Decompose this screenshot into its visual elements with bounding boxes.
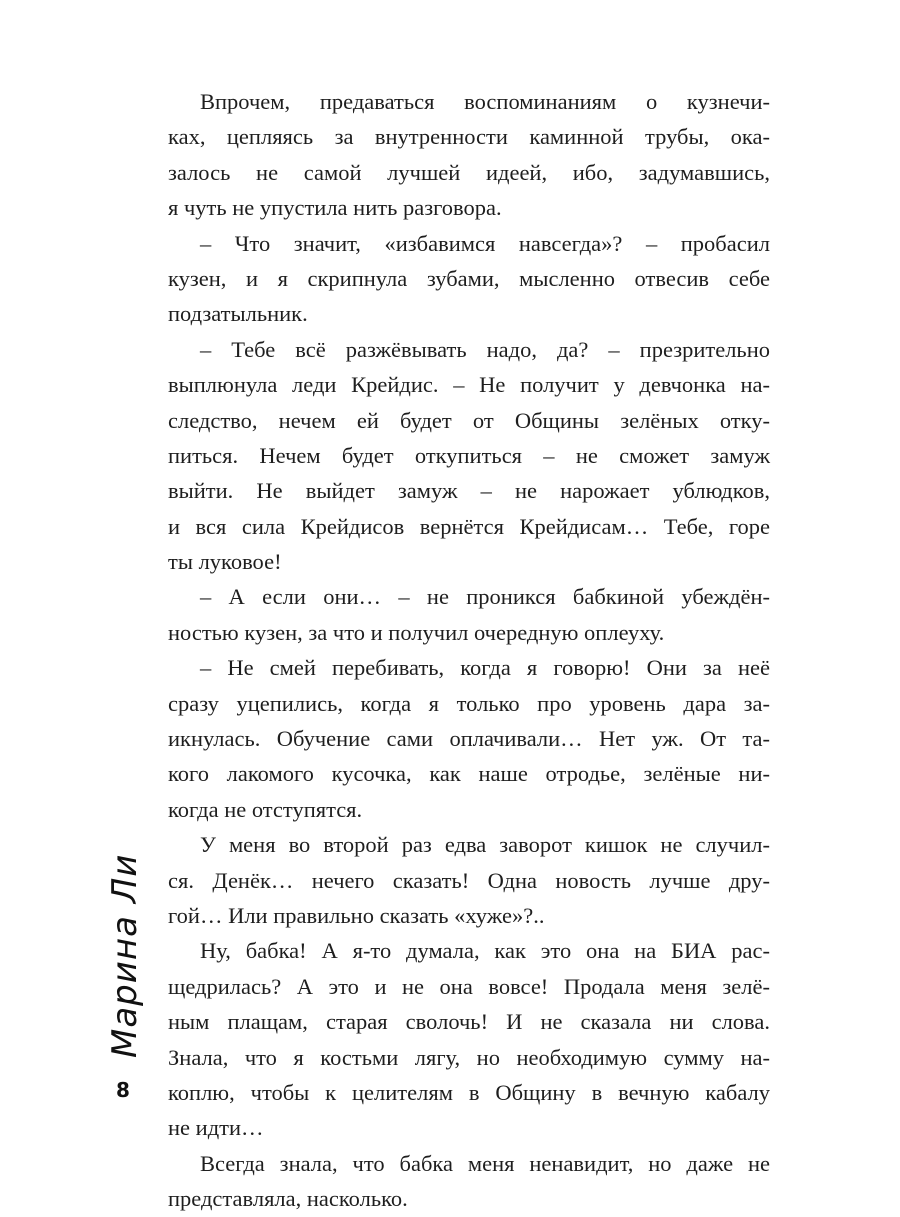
text-line: подзатыльник. [168,301,308,327]
text-line: питься. Нечем будет откупиться – не сможет замуж [168,442,770,468]
text-line: залось не самой лучшей идеей, ибо, задумавшись, [168,159,770,185]
text-line: сразу уцепились, когда я только про уровень дара за- [168,690,770,716]
author-name-vertical: Марина Ли [105,853,145,1058]
paragraph-2 [168,226,770,332]
paragraph-4 [168,579,770,650]
text-line: представляла, насколько. [168,1186,408,1212]
text-line: – Не смей перебивать, когда я говорю! Они за неё [200,655,770,681]
text-line: выйти. Не выйдет замуж – не нарожает ублюдков, [168,478,770,504]
paragraph-7 [168,933,770,1145]
text-line: коплю, чтобы к целителям в Общину в вечную кабалу [168,1079,770,1105]
text-line: Ну, бабка! А я-то думала, как это она на БИА рас- [200,938,770,964]
text-line: У меня во второй раз едва заворот кишок не случил- [200,832,770,858]
text-line: ным плащам, старая сволочь! И не сказала ни слова. [168,1009,770,1035]
paragraph-3 [168,332,770,580]
text-line: гой… Или правильно сказать «хуже»?.. [168,902,545,928]
text-line: Всегда знала, что бабка меня ненавидит, но даже не [200,1150,770,1176]
paragraph-6 [168,827,770,933]
text-line: не идти… [168,1115,264,1141]
text-line: – А если они… – не проникся бабкиной убеждён- [200,584,770,610]
text-line: выплюнула леди Крейдис. – Не получит у девчонка на- [168,372,770,398]
text-line: следство, нечем ей будет от Общины зелёных отку- [168,407,770,433]
page-number: 8 [116,1078,130,1102]
text-line: я чуть не упустила нить разговора. [168,195,502,221]
text-line: Впрочем, предаваться воспоминаниям о кузнечи- [200,89,770,114]
paragraph-8 [168,1146,770,1217]
text-line: ностью кузен, за что и получил очередную оплеуху. [168,619,665,645]
body-text [168,84,770,1217]
text-line: и вся сила Крейдисов вернётся Крейдисам… Тебе, горе [168,513,770,539]
text-line: ты луковое! [168,549,282,575]
text-line: Знала, что я костьми лягу, но необходимую сумму на- [168,1044,770,1070]
text-line: икнулась. Обучение сами оплачивали… Нет уж. От та- [168,726,770,752]
text-line: – Что значит, «избавимся навсегда»? – пробасил [200,230,770,256]
paragraph-1 [168,84,770,226]
paragraph-5 [168,650,770,827]
text-line: кого лакомого кусочка, как наше отродье, зелёные ни- [168,761,770,787]
text-line: ках, цепляясь за внутренности каминной трубы, ока- [168,124,770,150]
text-line: кузен, и я скрипнула зубами, мысленно отвесив себе [168,265,770,291]
text-line: ся. Денёк… нечего сказать! Одна новость лучше дру- [168,867,770,893]
text-line: щедрилась? А это и не она вовсе! Продала меня зелё- [168,973,770,999]
text-line: – Тебе всё разжёвывать надо, да? – презрительно [200,336,770,362]
text-line: когда не отступятся. [168,796,363,822]
